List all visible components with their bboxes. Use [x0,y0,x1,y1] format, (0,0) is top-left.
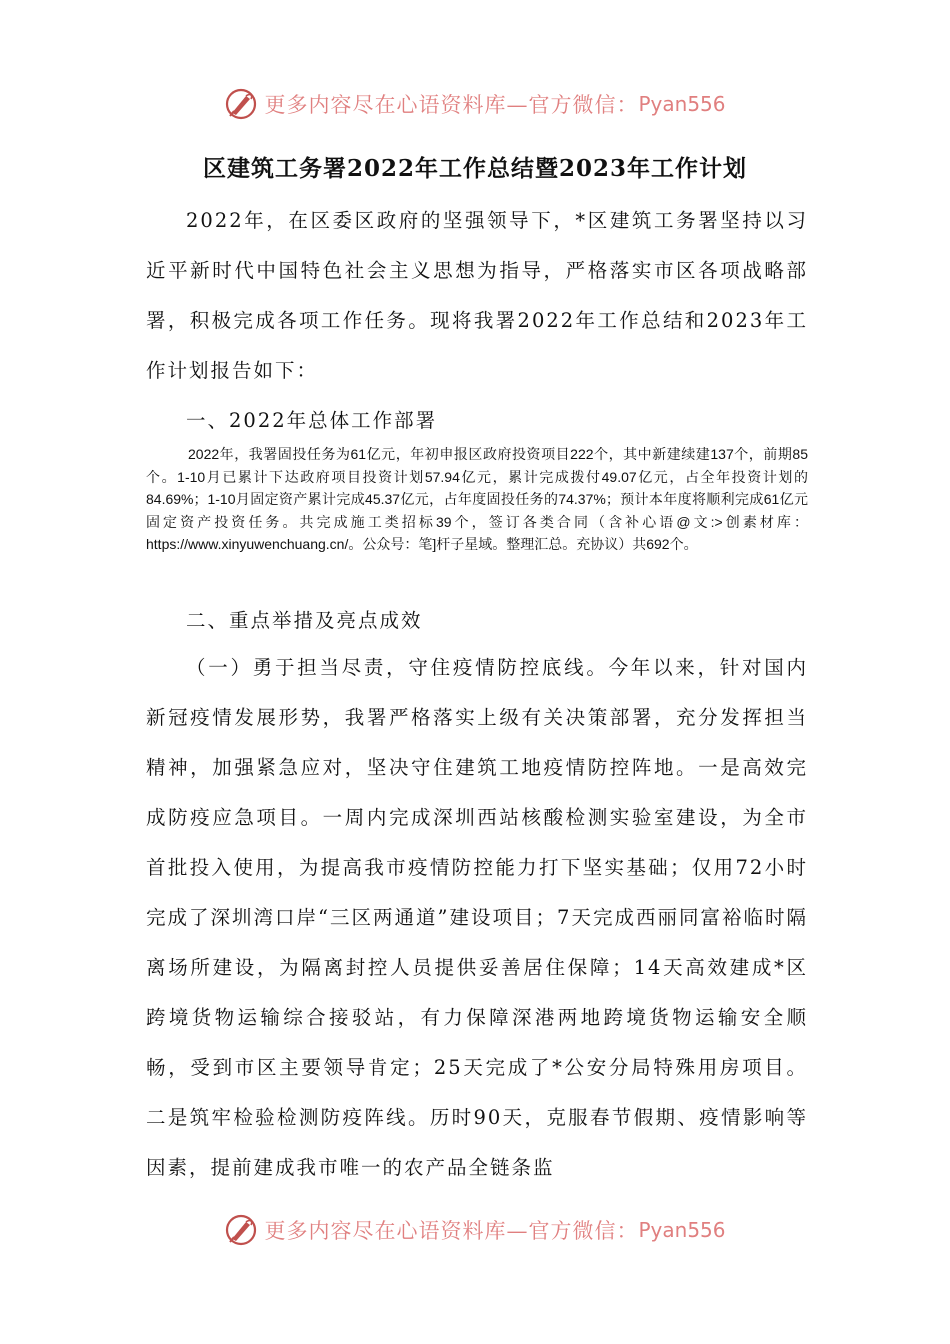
footer-banner [0,1210,950,1250]
section1-paragraph: （一）勇于担当尽责，守住疫情防控底线。今年以来，针对国内新冠疫情发展形势，我署严格落实上级有关决策部署，充分发挥担当精神，加强紧急应对，坚决守住建筑工地疫情防控阵地。一是高效完成防疫应急项目。一周内完成深圳西站核酸检测实验室建设，为全市首批投入使用，为提高我市疫情防控能力打下坚实基础；仅用72小时完成了深圳湾口岸“三区两通道”建设项目；7天完成西丽同富裕临时隔离场所建设，为隔离封控人员提供妥善居住保障；14天高效建成*区跨境货物运输综合接驳站，有力保障深港两地跨境货物运输安全顺畅，受到市区主要领导肯定；25天完成了*公安分局特殊用房项目。二是筑牢检验检测防疫阵线。历时90天，克服春节假期、疫情影响等因素，提前建成我市唯一的农产品全链条监 [146,656,808,1179]
header-banner [0,84,950,124]
document-title: 区建筑工务署2022年工作总结暨2023年工作计划 [202,155,748,182]
banner-text: 更多内容尽在心语资料库—官方微信： [264,93,639,117]
banner-wechat-id: Pyan556 [638,1218,726,1242]
section-heading-1: 一、2022年总体工作部署 [186,409,438,432]
banner-wechat-id: Pyan556 [638,92,726,116]
banner-text: 更多内容尽在心语资料库—官方微信： [264,1219,639,1243]
pen-logo-icon [224,1213,258,1247]
overview-paragraph: 2022年，我署固投任务为61亿元，年初申报区政府投资项目222个，其中新建续建137个，前期85个。1-10月已累计下达政府项目投资计划57.94亿元，累计完成拨付49.07亿元，占全年投资计划的84.69%；1-10月固定资产累计完成45.37亿元，占年度固投任务的74.37%；预计本年度将顺利完成61亿元固定资产投资任务。共完成施工类招标39个，签订各类合同（含补心语@文:>创素材库：https://www.xinyuwenchuang.cn/。公众号：笔]杆子星域。整理汇总。充协议）共692个。 [146,446,808,553]
section-heading-2: 二、重点举措及亮点成效 [186,609,423,632]
intro-paragraph: 2022年，在区委区政府的坚强领导下，*区建筑工务署坚持以习近平新时代中国特色社会主义思想为指导，严格落实市区各项战略部署，积极完成各项工作任务。现将我署2022年工作总结和2023年工作计划报告如下： [146,209,808,382]
pen-logo-icon [224,87,258,121]
